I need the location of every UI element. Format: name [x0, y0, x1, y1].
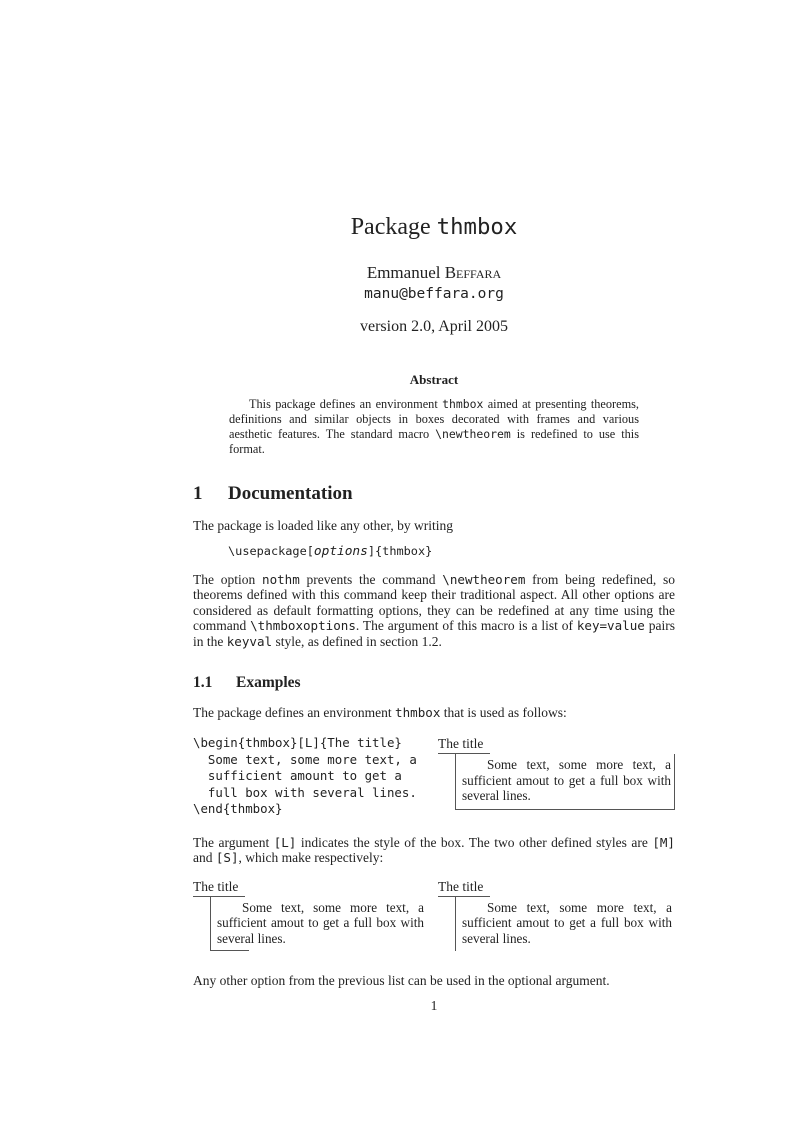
inline-code-text: [S]: [215, 850, 239, 866]
inline-text: Emmanuel: [366, 263, 445, 282]
inline-code-text: [M]: [652, 834, 675, 850]
paragraph-environment-usage: [193, 705, 675, 721]
inline-text: aimed at presenting theorems, definitions and similar objects in boxes decorated with frames and various aesthetic features. The standard macro: [229, 397, 639, 441]
thmbox-title: The title: [193, 880, 245, 897]
inline-text: The package defines an environment: [193, 704, 396, 720]
inline-sc-text: Beffara: [444, 263, 502, 282]
author-name: [193, 263, 675, 283]
inline-code-text: \newtheorem: [435, 427, 511, 441]
usepackage-code-line: [228, 544, 675, 559]
abstract-heading: Abstract: [409, 372, 459, 387]
inline-text: This package defines an environment: [249, 397, 443, 411]
thmbox-title: The title: [438, 880, 490, 897]
inline-code-text: thmbox: [395, 704, 441, 720]
thmbox-body-text: Some text, some more text, a sufficient amout to get a full box with several lines.: [455, 897, 675, 952]
inline-text: indicates the style of the box. The two other defined styles are: [296, 834, 653, 850]
thmbox-title: The title: [438, 737, 490, 754]
inline-text: , which make respectively:: [238, 850, 384, 866]
code-line: full box with several lines.: [193, 784, 417, 800]
section-heading-documentation: [193, 483, 675, 505]
text-column: [193, 0, 675, 989]
thmbox-body-text: Some text, some more text, a sufficient amout to get a full box with several lines.: [210, 897, 427, 952]
code-line: Some text, some more text, a: [193, 751, 417, 767]
paragraph-load-package: The package is loaded like any other, by writing: [193, 518, 454, 533]
inline-text: prevents the command: [299, 571, 443, 587]
inline-code-text: key=value: [576, 618, 645, 634]
code-line: sufficient amount to get a: [193, 768, 402, 784]
inline-text: that is used as follows:: [440, 704, 567, 720]
code-line: \end{thmbox}: [193, 801, 283, 817]
document-title: [193, 214, 675, 241]
code-line: \begin{thmbox}[L]{The title}: [193, 735, 402, 751]
inline-text: is redefined to use this format.: [229, 427, 639, 456]
inline-code-text: nothm: [262, 571, 300, 587]
inline-text: pairs in the: [193, 618, 675, 649]
inline-text: The argument: [193, 834, 274, 850]
abstract-text: [229, 397, 639, 457]
page-number: 1: [430, 998, 438, 1013]
inline-text: from being redefined, so theorems defined with this command keep their traditional aspect. All other options are considered as default formatting options, they can be redefined at any time using the command: [193, 571, 675, 634]
inline-text: and: [193, 850, 216, 866]
inline-code-text: keyval: [226, 633, 273, 649]
inline-code-text: ]{thmbox}: [367, 543, 433, 558]
version-date: version 2.0, April 2005: [360, 318, 508, 335]
section-title: Documentation: [228, 483, 353, 504]
inline-text: Package: [350, 214, 437, 240]
inline-code-text: \usepackage[: [228, 543, 314, 558]
paragraph-box-styles: [193, 835, 675, 866]
subsection-heading-examples: [193, 674, 675, 692]
example-row-second: [193, 878, 675, 952]
inline-code-text: thmbox: [436, 214, 518, 240]
paragraph-options: [193, 572, 675, 650]
example-row-first: [193, 735, 675, 818]
inline-text: . The argument of this macro is a list of: [355, 618, 577, 634]
thmbox-body-text: Some text, some more text, a sufficient amout to get a full box with several lines.: [455, 754, 675, 810]
section-number: 1: [193, 483, 203, 504]
inline-text: The option: [193, 571, 263, 587]
inline-text: style, as defined in section 1.2.: [272, 633, 442, 649]
subsection-number: 1.1: [193, 673, 213, 691]
thmbox-example-style-l: [438, 735, 675, 810]
inline-it-text: options: [313, 543, 368, 559]
thmbox-example-style-s: [438, 878, 675, 952]
inline-code-text: thmbox: [442, 397, 484, 411]
author-email: manu@beffara.org: [364, 286, 504, 302]
thmbox-example-style-m: [193, 878, 427, 952]
paragraph-closing: Any other option from the previous list can be used in the optional argument.: [193, 973, 610, 989]
inline-code-text: [L]: [273, 834, 297, 850]
inline-code-text: \newtheorem: [442, 571, 526, 587]
inline-code-text: \thmboxoptions: [250, 618, 356, 634]
latex-code-block: [193, 735, 433, 818]
subsection-title: Examples: [236, 673, 301, 691]
